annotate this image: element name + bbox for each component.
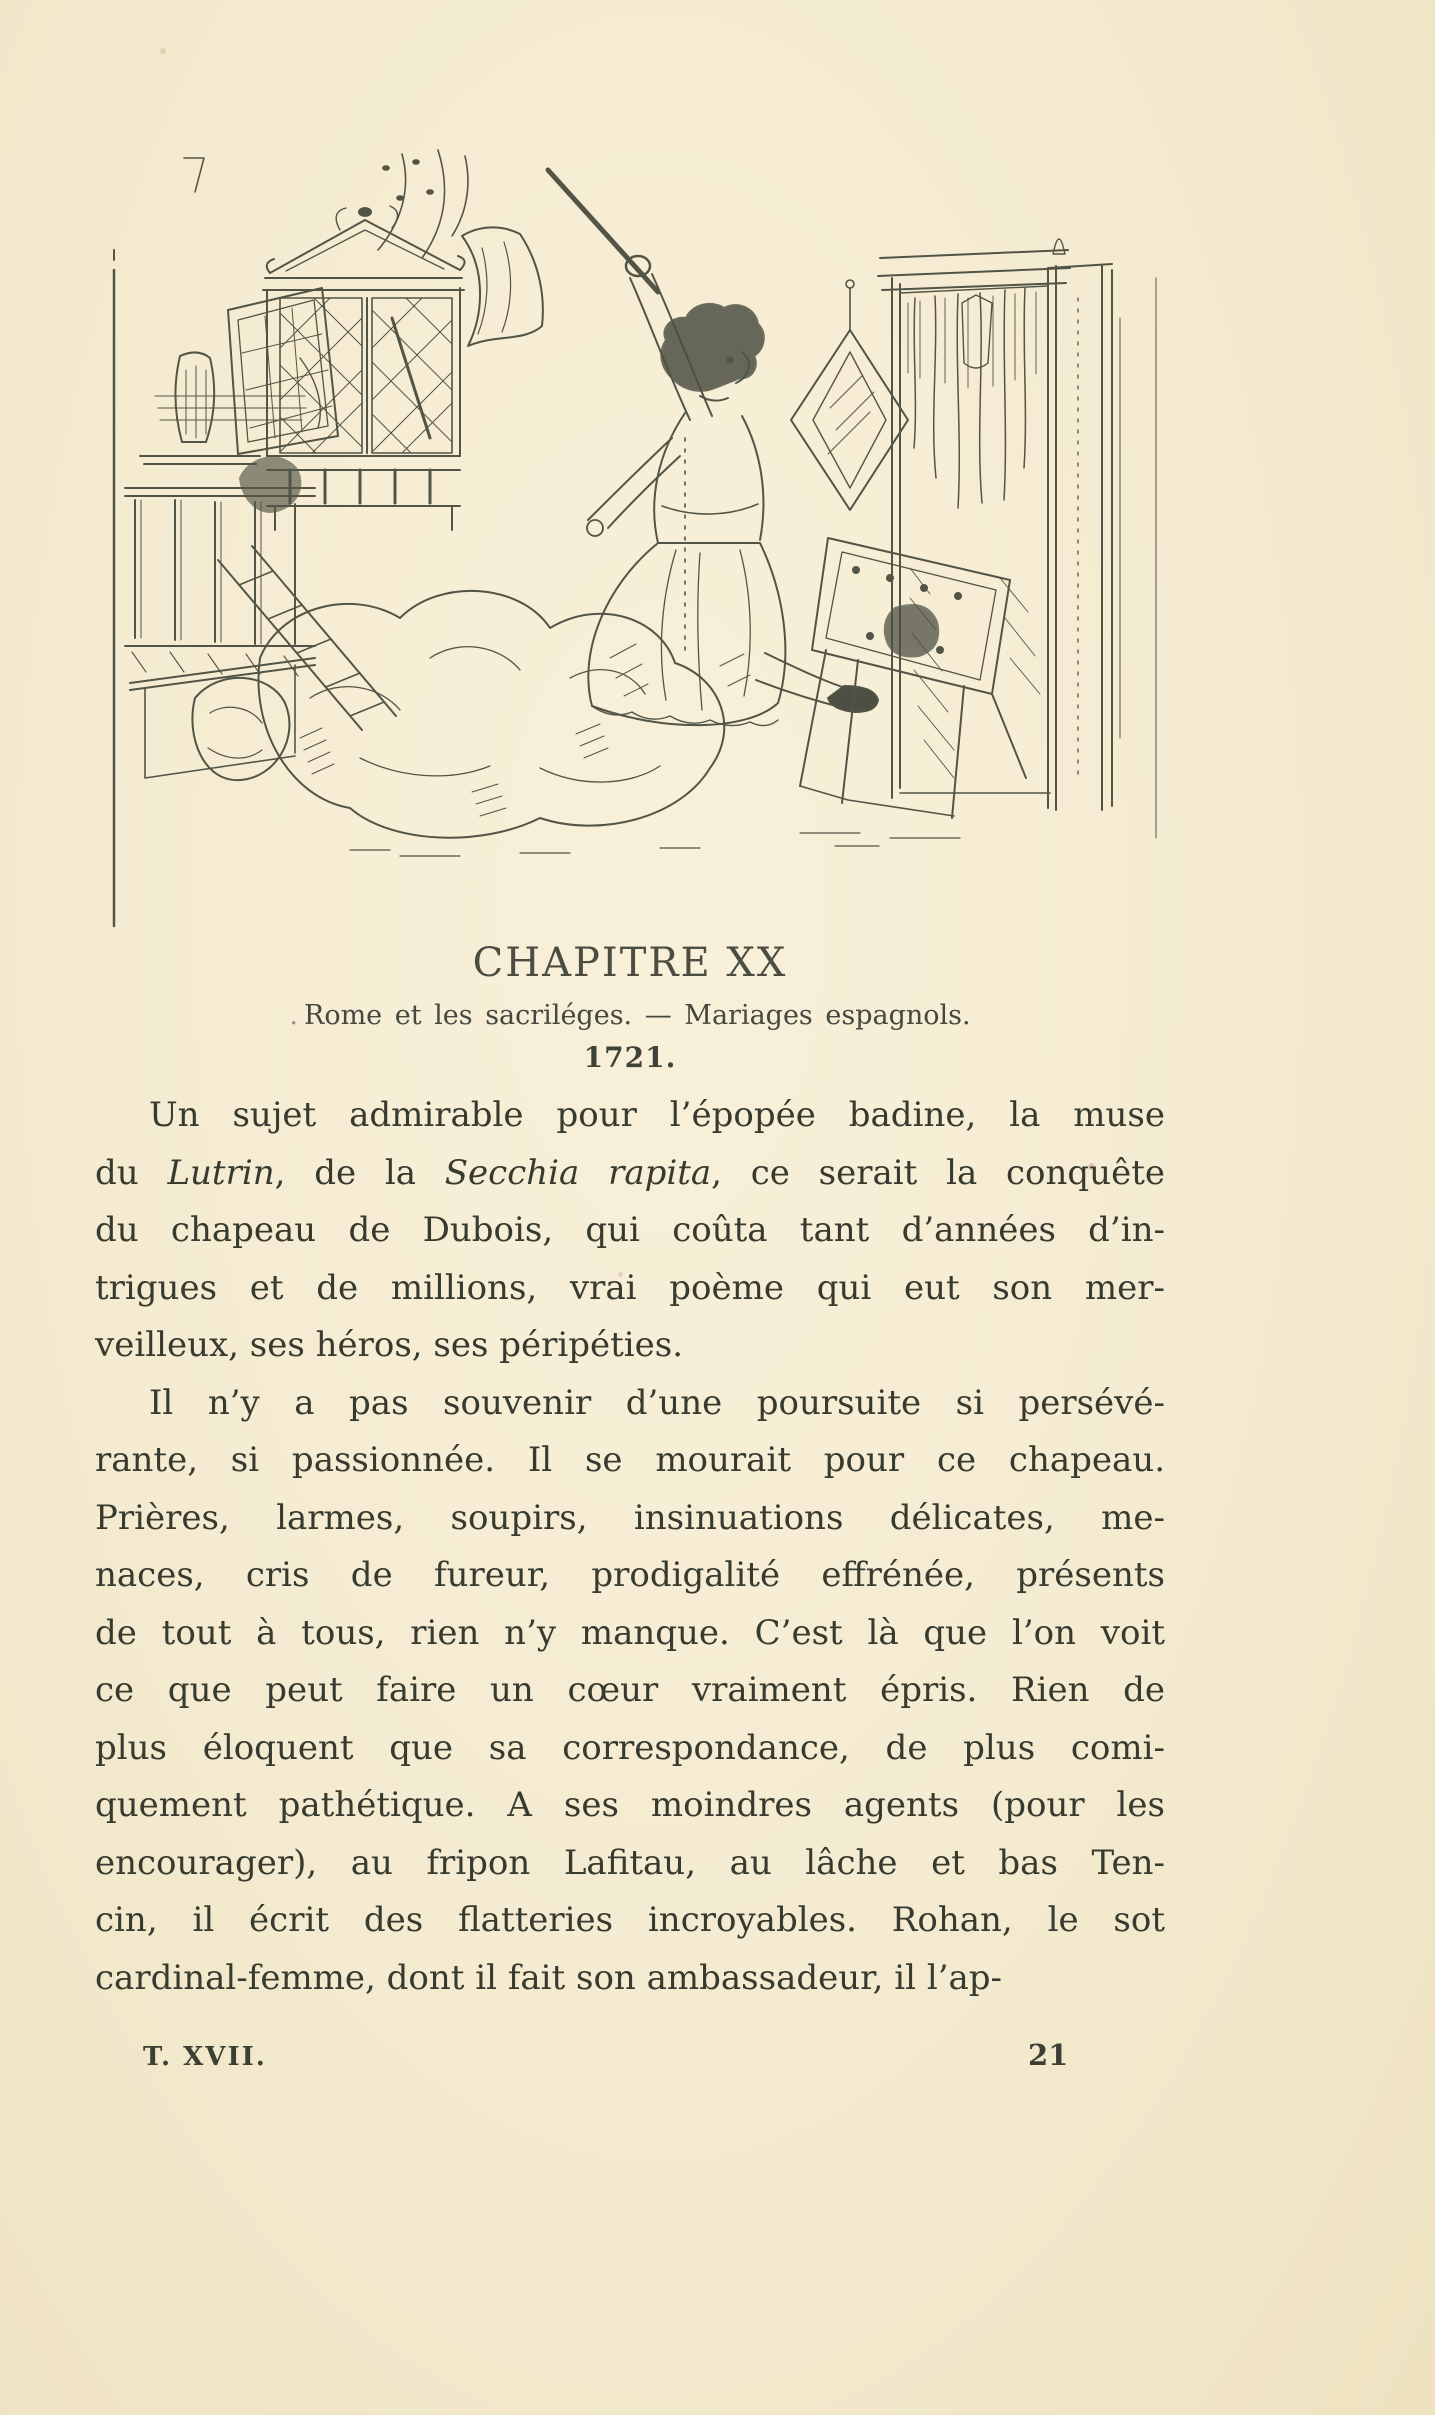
bundle-drawing (240, 457, 300, 512)
drapery-heap-drawing (192, 591, 724, 838)
text-segment: , de la (274, 1152, 445, 1193)
picture-frame-drawing (791, 280, 908, 510)
page-number: 21 (1028, 2038, 1069, 2072)
lattice-screen-drawing (228, 288, 338, 454)
floor-shadows-drawing (350, 833, 960, 856)
balustrade-drawing (125, 488, 315, 676)
wall-edge-drawing (114, 158, 204, 926)
text-line: cin, il écrit des flatteries incroyables. Rohan, le sot (95, 1900, 1165, 1940)
body-text (95, 1087, 1165, 2007)
stray-print-mark: . (289, 1000, 298, 1031)
chapter-title: CHAPITRE XX (472, 940, 788, 986)
text-line: de tout à tous, rien n’y manque. C’est là que l’on voit (95, 1612, 1165, 1653)
chapter-subtitle (95, 1001, 1165, 1031)
ribbons-drawing (378, 150, 468, 258)
text-line: Prières, larmes, soupirs, insinuations délicates, me- (95, 1497, 1165, 1538)
text-line (95, 1145, 1165, 1203)
wardrobe-drawing (878, 239, 1156, 838)
text-line: trigues et de millions, vrai poème qui eut son mer- (95, 1267, 1165, 1308)
ladder-drawing (218, 546, 396, 730)
text-line: cardinal-femme, dont il fait son ambassadeur, il l’ap- (95, 1957, 1003, 1998)
text-segment: , ce serait la conquête (711, 1152, 1165, 1193)
text-line: naces, cris de fureur, prodigalité effrénée, présents (95, 1555, 1165, 1595)
text-line: Un sujet admirable pour l’épopée badine, la muse (149, 1095, 1165, 1135)
paragraph (95, 1087, 1165, 1375)
book-title-italic: Lutrin (167, 1152, 275, 1193)
text-line: rante, si passionnée. Il se mourait pour ce chapeau. (95, 1440, 1165, 1480)
text-line: ce que peut faire un cœur vraiment épris. Rien de (95, 1670, 1165, 1710)
text-line: encourager), au fripon Lafitau, au lâche et bas Ten- (95, 1842, 1165, 1883)
text-line: plus éloquent que sa correspondance, de plus comi- (95, 1727, 1165, 1768)
chapter-subtitle-text: Rome et les sacriléges. — Mariages espagnols. (303, 1000, 971, 1031)
text-line: du chapeau de Dubois, qui coûta tant d’années d’in- (95, 1210, 1165, 1250)
text-line: Il n’y a pas souvenir d’une poursuite si persévé- (149, 1382, 1165, 1423)
text-segment: du (95, 1152, 168, 1193)
drapery-drawing (462, 227, 543, 346)
chapter-year: 1721. (583, 1041, 677, 1074)
book-title-italic: Secchia rapita (444, 1152, 712, 1193)
bench-drawing (130, 658, 315, 778)
vase-drawing (140, 352, 306, 464)
chapter-vignette-illustration (100, 138, 1165, 933)
footer-volume-label: T. XVII. (143, 2042, 267, 2072)
overturned-chair-drawing (800, 538, 1026, 818)
paper-speck (160, 48, 166, 54)
paragraph (95, 1375, 1165, 2008)
text-line: quement pathétique. A ses moindres agents (pour les (95, 1785, 1165, 1825)
text-line: veilleux, ses héros, ses péripéties. (95, 1325, 684, 1365)
